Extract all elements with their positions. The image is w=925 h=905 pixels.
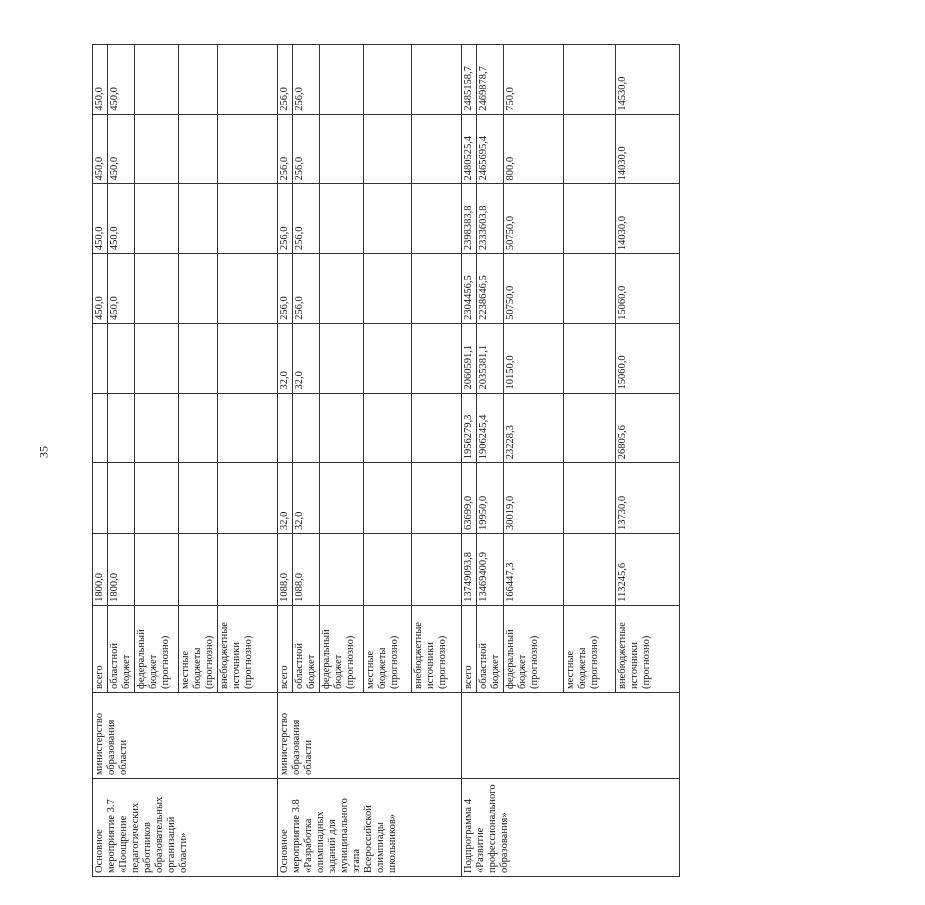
value-cell: 450,0 <box>93 254 108 324</box>
value-cell: 10150,0 <box>504 323 564 393</box>
value-cell: 256,0 <box>278 254 293 324</box>
value-cell <box>218 254 278 324</box>
value-cell <box>320 323 364 393</box>
value-cell <box>218 184 278 254</box>
value-cell: 50750,0 <box>504 254 564 324</box>
value-cell <box>412 323 462 393</box>
value-cell: 450,0 <box>93 184 108 254</box>
value-cell <box>93 463 108 534</box>
value-cell: 256,0 <box>278 45 293 115</box>
value-cell <box>93 323 108 393</box>
value-cell <box>218 534 278 606</box>
value-cell <box>320 254 364 324</box>
value-cell <box>278 393 293 463</box>
value-cell <box>218 114 278 184</box>
value-cell <box>320 114 364 184</box>
value-cell <box>108 463 135 534</box>
value-cell: 13749093,8 <box>462 534 477 606</box>
value-cell <box>179 114 218 184</box>
budget-table <box>92 44 680 877</box>
value-cell: 2238646,5 <box>477 254 504 324</box>
value-cell: 50750,0 <box>504 184 564 254</box>
value-cell: 450,0 <box>108 114 135 184</box>
table-row <box>278 45 293 877</box>
value-cell <box>320 393 364 463</box>
value-cell <box>412 254 462 324</box>
value-cell <box>135 45 179 115</box>
value-cell <box>564 45 616 115</box>
value-cell <box>364 534 412 606</box>
value-cell: 256,0 <box>293 114 320 184</box>
value-cell <box>364 254 412 324</box>
value-cell <box>412 463 462 534</box>
value-cell <box>412 393 462 463</box>
funding-source-cell: всего <box>93 605 108 692</box>
value-cell: 1088,0 <box>293 534 320 606</box>
funding-source-cell: местные бюджеты (прогнозно) <box>179 605 218 692</box>
value-cell <box>564 393 616 463</box>
value-cell <box>320 184 364 254</box>
value-cell <box>179 184 218 254</box>
value-cell <box>364 114 412 184</box>
funding-source-cell: внебюджетные источники (прогнозно) <box>218 605 278 692</box>
program-name-cell: Подпрограмма 4 «Развитие профессионального образования» <box>462 779 680 877</box>
rotated-table-area <box>92 44 925 873</box>
funding-source-cell: федеральный бюджет (прогнозно) <box>320 605 364 692</box>
table-row <box>93 45 108 877</box>
value-cell: 1906245,4 <box>477 393 504 463</box>
value-cell: 256,0 <box>293 184 320 254</box>
program-name-cell: Основное мероприятие 3.7 «Поощрение педагогических работников образовательных организаций области» <box>93 779 278 877</box>
value-cell: 800,0 <box>504 114 564 184</box>
value-cell <box>179 463 218 534</box>
value-cell: 450,0 <box>108 184 135 254</box>
value-cell: 13469400,9 <box>477 534 504 606</box>
value-cell: 2304456,5 <box>462 254 477 324</box>
value-cell <box>320 534 364 606</box>
value-cell <box>108 323 135 393</box>
value-cell <box>564 254 616 324</box>
funding-source-cell: федеральный бюджет (прогнозно) <box>504 605 564 692</box>
executor-cell: министерство образования области <box>93 692 278 778</box>
value-cell <box>135 393 179 463</box>
value-cell <box>364 463 412 534</box>
value-cell <box>364 45 412 115</box>
value-cell: 2398383,8 <box>462 184 477 254</box>
value-cell <box>135 323 179 393</box>
value-cell: 19950,0 <box>477 463 504 534</box>
value-cell <box>412 45 462 115</box>
funding-source-cell: внебюджетные источники (прогнозно) <box>412 605 462 692</box>
value-cell <box>179 393 218 463</box>
rotated-table-inner <box>92 44 652 877</box>
value-cell <box>218 463 278 534</box>
value-cell <box>108 393 135 463</box>
value-cell: 450,0 <box>93 45 108 115</box>
value-cell: 750,0 <box>504 45 564 115</box>
value-cell: 15060,0 <box>616 323 680 393</box>
value-cell <box>135 534 179 606</box>
value-cell <box>135 114 179 184</box>
funding-source-cell: областной бюджет <box>108 605 135 692</box>
funding-source-cell: областной бюджет <box>293 605 320 692</box>
table-row <box>462 45 477 877</box>
value-cell: 32,0 <box>293 463 320 534</box>
value-cell: 26805,6 <box>616 393 680 463</box>
value-cell: 1800,0 <box>108 534 135 606</box>
value-cell: 32,0 <box>278 323 293 393</box>
value-cell: 450,0 <box>108 254 135 324</box>
value-cell <box>93 393 108 463</box>
value-cell: 23228,3 <box>504 393 564 463</box>
value-cell <box>564 463 616 534</box>
value-cell <box>218 323 278 393</box>
value-cell: 450,0 <box>108 45 135 115</box>
value-cell <box>412 114 462 184</box>
value-cell: 1088,0 <box>278 534 293 606</box>
value-cell: 2060591,1 <box>462 323 477 393</box>
value-cell <box>179 534 218 606</box>
value-cell <box>364 184 412 254</box>
value-cell: 256,0 <box>293 254 320 324</box>
value-cell <box>218 393 278 463</box>
executor-cell <box>462 692 680 778</box>
value-cell: 32,0 <box>278 463 293 534</box>
value-cell <box>564 184 616 254</box>
value-cell: 2469878,7 <box>477 45 504 115</box>
program-name-cell: Основное мероприятие 3.8 «Разработка олимпиадных заданий для муниципального этапа Всероссийской олимпиады школьников» <box>278 779 462 877</box>
value-cell <box>564 323 616 393</box>
value-cell: 2465695,4 <box>477 114 504 184</box>
value-cell: 14530,0 <box>616 45 680 115</box>
value-cell: 15060,0 <box>616 254 680 324</box>
value-cell: 256,0 <box>278 184 293 254</box>
value-cell <box>564 114 616 184</box>
page-number: 35 <box>36 446 51 458</box>
value-cell: 2485158,7 <box>462 45 477 115</box>
value-cell: 2035381,1 <box>477 323 504 393</box>
value-cell <box>135 254 179 324</box>
value-cell: 2480525,4 <box>462 114 477 184</box>
funding-source-cell: внебюджетные источники (прогнозно) <box>616 605 680 692</box>
value-cell: 30019,0 <box>504 463 564 534</box>
value-cell <box>293 393 320 463</box>
value-cell <box>218 45 278 115</box>
value-cell: 166447,3 <box>504 534 564 606</box>
funding-source-cell: местные бюджеты (прогнозно) <box>564 605 616 692</box>
funding-source-cell: всего <box>462 605 477 692</box>
value-cell <box>135 463 179 534</box>
funding-source-cell: федеральный бюджет (прогнозно) <box>135 605 179 692</box>
value-cell: 450,0 <box>93 114 108 184</box>
value-cell <box>320 463 364 534</box>
funding-source-cell: областной бюджет <box>477 605 504 692</box>
value-cell <box>135 184 179 254</box>
value-cell: 113245,6 <box>616 534 680 606</box>
value-cell <box>564 534 616 606</box>
value-cell: 63699,0 <box>462 463 477 534</box>
value-cell <box>320 45 364 115</box>
funding-source-cell: местные бюджеты (прогнозно) <box>364 605 412 692</box>
value-cell <box>179 323 218 393</box>
value-cell <box>412 184 462 254</box>
value-cell: 14030,0 <box>616 114 680 184</box>
value-cell <box>364 323 412 393</box>
value-cell: 1800,0 <box>93 534 108 606</box>
value-cell <box>412 534 462 606</box>
executor-cell: министерство образования области <box>278 692 462 778</box>
value-cell: 2333603,8 <box>477 184 504 254</box>
funding-source-cell: всего <box>278 605 293 692</box>
value-cell: 14030,0 <box>616 184 680 254</box>
value-cell: 256,0 <box>278 114 293 184</box>
value-cell <box>179 45 218 115</box>
value-cell <box>364 393 412 463</box>
value-cell: 32,0 <box>293 323 320 393</box>
value-cell <box>179 254 218 324</box>
value-cell: 1956279,3 <box>462 393 477 463</box>
value-cell: 256,0 <box>293 45 320 115</box>
value-cell: 13730,0 <box>616 463 680 534</box>
